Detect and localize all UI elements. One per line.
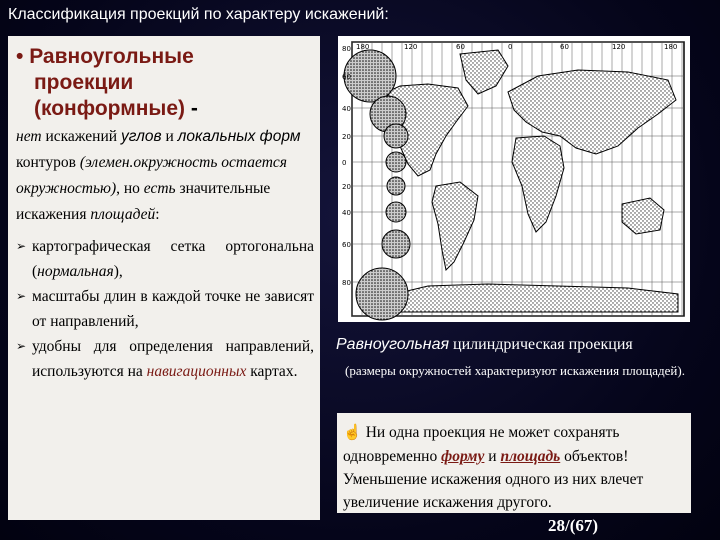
list-item <box>16 284 314 334</box>
list-text: удобны для определения направлений, используются на <box>32 338 314 380</box>
page-number: 28/(67) <box>548 516 599 535</box>
note-em-form: форму <box>441 448 485 465</box>
text-em-1: нет <box>16 128 42 145</box>
properties-list <box>16 234 314 384</box>
longitude-label: 0 <box>508 43 513 51</box>
latitude-label: 40 <box>342 209 351 217</box>
arrow-bullet-icon: ➢ <box>16 339 27 353</box>
map-svg <box>338 36 690 322</box>
heading-line-3: (конформные) <box>34 97 186 120</box>
note-text-1: Ни одна проекция не может сохранять одновременно <box>343 424 620 465</box>
latitude-label: 0 <box>342 159 347 167</box>
text-3: контуров <box>16 154 80 171</box>
antarctica-shape <box>378 284 678 312</box>
latitude-label: 20 <box>342 133 351 141</box>
heading-dash: - <box>190 97 198 120</box>
longitude-label: 180 <box>356 43 370 51</box>
text-2: и <box>161 128 178 145</box>
text-6: : <box>155 206 160 223</box>
list-text: ), <box>113 263 123 280</box>
list-em: навигационных <box>146 363 247 380</box>
note-panel <box>337 413 691 513</box>
list-item <box>16 334 314 384</box>
distortion-circle <box>382 230 410 258</box>
distortion-circle <box>387 177 405 195</box>
latitude-label: 80 <box>342 279 351 287</box>
distortion-circle <box>384 124 408 148</box>
longitude-label: 60 <box>560 43 569 51</box>
list-text: масштабы длин в каждой точке не зависят от направлений, <box>32 288 314 330</box>
longitude-label: 60 <box>456 43 465 51</box>
text-4: , но <box>116 180 144 197</box>
longitude-label: 120 <box>612 43 626 51</box>
heading-line-1: Равноугольные <box>29 45 194 68</box>
slide-title: Классификация проекций по характеру искажений: <box>8 6 389 23</box>
list-text: картах. <box>246 363 298 380</box>
distortion-circle <box>344 50 396 102</box>
list-item <box>16 234 314 284</box>
note-text-2: и <box>484 448 501 465</box>
text-em-5: есть <box>143 180 176 197</box>
arrow-bullet-icon: ➢ <box>16 289 27 303</box>
list-em: нормальная <box>37 263 114 280</box>
text-5: значительные искажения <box>16 180 271 223</box>
heading-line-2: проекции <box>34 71 134 94</box>
latitude-label: 60 <box>342 73 351 81</box>
mercator-map <box>338 36 690 322</box>
longitude-label: 180 <box>664 43 678 51</box>
distortion-circle <box>356 268 408 320</box>
latitude-label: 80 <box>342 45 351 53</box>
text-panel <box>8 36 320 520</box>
longitude-label: 120 <box>404 43 418 51</box>
note-em-area: площадь <box>500 448 561 465</box>
pointing-hand-icon: ☝ <box>343 425 362 441</box>
list-text: картографическая сетка ортогональна ( <box>32 238 314 280</box>
arrow-bullet-icon: ➢ <box>16 239 27 253</box>
note-text-3: объектов! Уменьшение искажения одного из них влечет увеличение искажения другого. <box>343 448 644 511</box>
map-caption-subtitle: (размеры окружностей характеризуют искажения площадей). <box>345 363 685 378</box>
definition-paragraph <box>16 124 314 228</box>
distortion-circle <box>386 152 406 172</box>
bullet-icon: • <box>16 45 30 68</box>
map-caption-title <box>336 336 716 354</box>
text-em-6: площадей <box>90 206 156 223</box>
text-1: искажений <box>41 128 121 145</box>
latitude-label: 60 <box>342 241 351 249</box>
caption-title-rest: цилиндрическая проекция <box>449 336 633 353</box>
latitude-label: 40 <box>342 105 351 113</box>
latitude-label: 20 <box>342 183 351 191</box>
text-em-3: локальных форм <box>177 128 301 145</box>
caption-title-sans: Равноугольная <box>336 336 450 353</box>
distortion-circle <box>386 202 406 222</box>
text-em-4: (элемен.окружность остается окружностью) <box>16 154 288 197</box>
text-em-2: углов <box>120 128 162 145</box>
heading <box>16 44 314 122</box>
